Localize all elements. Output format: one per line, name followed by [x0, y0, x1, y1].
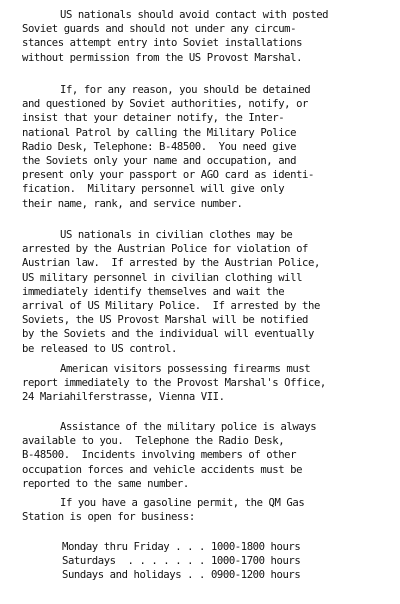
- text-line: Radio Desk, Telephone: B-48500. You need give: [22, 140, 297, 153]
- paragraph-firearms: [22, 362, 392, 405]
- text-line: immediately identify themselves and wait the: [22, 285, 285, 298]
- text-line: by the Soviets and the individual will eventually: [22, 328, 314, 341]
- text-line: Station is open for business:: [22, 511, 195, 524]
- text-line: their name, rank, and service number.: [22, 197, 243, 210]
- text-line: Assistance of the military police is always: [60, 421, 317, 433]
- text-line: B-48500. Incidents involving members of other: [22, 449, 297, 462]
- text-line: reported to the same number.: [22, 477, 189, 490]
- text-line: national Patrol by calling the Military Police: [22, 126, 297, 139]
- text-line: arrival of US Military Police. If arrested by the: [22, 300, 320, 313]
- hours-row-weekdays: Monday thru Friday . . . 1000-1800 hours: [62, 541, 301, 553]
- text-line: If, for any reason, you should be detained: [60, 84, 311, 96]
- paragraph-civilian-clothes: [22, 228, 392, 356]
- text-line: without permission from the US Provost Marshal.: [22, 51, 303, 64]
- paragraph-detention: [22, 83, 392, 211]
- text-line: Soviet guards and should not under any circum-: [22, 23, 297, 36]
- text-line: report immediately to the Provost Marshal's Office,: [22, 377, 326, 390]
- text-line: available to you. Telephone the Radio Desk,: [22, 435, 285, 448]
- text-line: be released to US control.: [22, 342, 177, 355]
- gas-station-hours: [62, 540, 382, 583]
- text-line: If you have a gasoline permit, the QM Gas: [60, 497, 305, 509]
- text-line: Soviets, the US Provost Marshal will be notified: [22, 314, 308, 327]
- text-line: occupation forces and vehicle accidents must be: [22, 463, 303, 476]
- text-line: the Soviets only your name and occupation, and: [22, 155, 297, 168]
- text-line: US nationals should avoid contact with posted: [60, 9, 329, 21]
- paragraph-gas-station: [22, 496, 392, 524]
- text-line: present only your passport or AGO card as identi-: [22, 169, 314, 182]
- text-line: arrested by the Austrian Police for violation of: [22, 243, 308, 256]
- text-line: Austrian law. If arrested by the Austrian Police,: [22, 257, 320, 270]
- text-line: stances attempt entry into Soviet installations: [22, 37, 303, 50]
- paragraph-military-police: [22, 420, 392, 491]
- text-line: US nationals in civilian clothes may be: [60, 229, 293, 241]
- paragraph-soviet-guards: [22, 8, 392, 65]
- text-line: American visitors possessing firearms must: [60, 363, 311, 375]
- text-line: 24 Mariahilferstrasse, Vienna VII.: [22, 391, 225, 404]
- text-line: US military personnel in civilian clothing will: [22, 271, 303, 284]
- hours-row-saturdays: Saturdays . . . . . . . 1000-1700 hours: [62, 555, 301, 568]
- text-line: insist that your detainer notify, the Inter-: [22, 112, 285, 125]
- text-line: and questioned by Soviet authorities, notify, or: [22, 98, 308, 111]
- text-line: fication. Military personnel will give only: [22, 183, 285, 196]
- hours-row-sundays-holidays: Sundays and holidays . . 0900-1200 hours: [62, 569, 301, 582]
